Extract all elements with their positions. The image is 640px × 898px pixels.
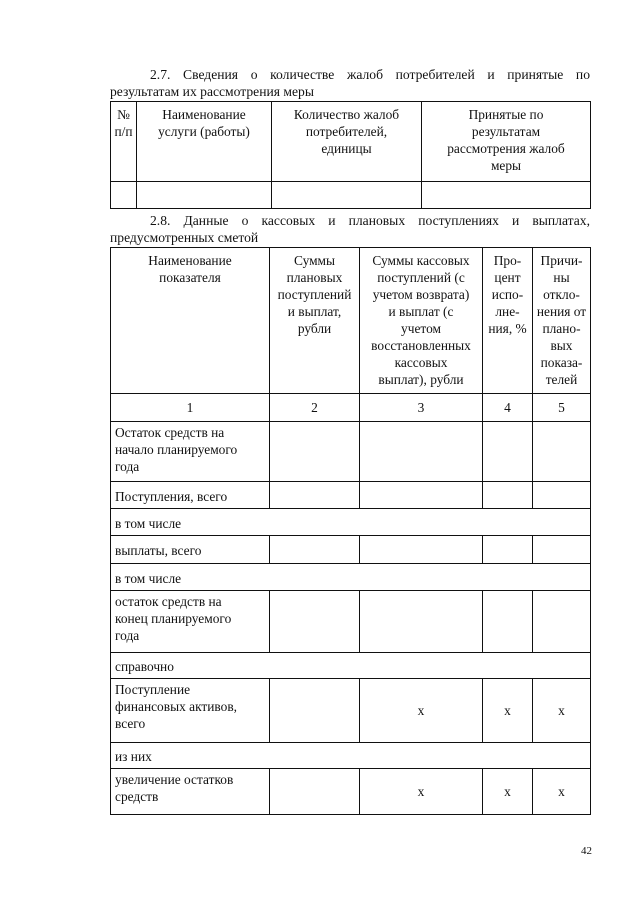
header-line: и выплат (с [388,304,454,319]
row-label-line: Поступление [115,682,191,697]
header-line: меры [490,158,522,173]
table-row [111,482,591,509]
header-line: кассовых [394,355,448,370]
header-line: выплат), рубли [378,372,464,387]
column-number: 5 [533,394,591,422]
table-cell [533,422,591,482]
table-row [111,591,591,653]
header-line: телей [545,372,578,387]
header-line: Суммы [293,253,336,268]
column-number: 4 [483,394,533,422]
table-cell [270,591,360,653]
row-label-line: справочно [115,659,174,674]
header-line: учетом возврата) [372,287,470,302]
header-line: лне- [495,304,520,319]
row-label [111,564,591,591]
table-cell: x [533,769,591,815]
table-cell [270,769,360,815]
col-header-service-name [137,102,272,182]
table-cell [360,591,483,653]
table-cell [360,482,483,509]
header-line: результатам [471,124,541,139]
header-line: рассмотрения жалоб [447,141,565,156]
row-label-line: финансовых активов, [115,699,238,714]
row-label-line: Поступления, всего [115,488,228,504]
header-line: п/п [114,124,133,139]
col-header-execution-percent [483,248,533,394]
header-line: учетом [401,321,441,336]
row-label [111,769,270,815]
table-cell: x [360,679,483,743]
row-label [111,743,591,769]
header-line: плано- [542,321,581,336]
col-header-cash-sums [360,248,483,394]
row-label [111,591,270,653]
header-line: рубли [297,321,332,336]
section-2-7-heading-line1: 2.7. Сведения о количестве жалоб потребителей и принятые по [150,67,590,82]
table-row [111,769,591,815]
row-label-line: конец планируемого [115,611,232,626]
header-line: Принятые по [468,107,544,122]
table-cell [422,182,591,209]
row-label-line: в том числе [115,515,182,531]
row-label-line: средств [115,789,159,804]
header-line: поступлений (с [377,270,465,285]
header-line: плановых [286,270,343,285]
table-cell [137,182,272,209]
section-2-7-heading-line2: результатам их рассмотрения меры [110,84,314,99]
row-label-line: остаток средств на [115,594,222,609]
header-line: и выплат, [287,304,342,319]
col-header-planned-sums [270,248,360,394]
table-cell: x [533,679,591,743]
row-label-line: всего [115,716,146,731]
header-line: восстановленных [371,338,471,353]
row-label [111,536,270,564]
row-label-line: года [115,459,140,474]
table-cell [483,422,533,482]
table-cell [272,182,422,209]
table-row [111,536,591,564]
row-label-line: выплаты, всего [115,543,202,558]
column-number: 2 [270,394,360,422]
cash-flow-header-row [111,248,591,394]
table-row [111,743,591,769]
row-label-line: Остаток средств на [115,425,225,440]
table-cell [483,591,533,653]
row-label-line: начало планируемого [115,442,238,457]
section-2-8-heading-line1: 2.8. Данные о кассовых и плановых поступлениях и выплатах, [150,213,590,228]
table-cell: x [483,679,533,743]
row-label [111,679,270,743]
header-line: потребителей, [305,124,388,139]
table-cell [360,422,483,482]
column-number: 1 [111,394,270,422]
row-label-line: в том числе [115,570,182,586]
header-line: показа- [540,355,583,370]
header-line: цент [494,270,521,285]
row-label-line: из них [115,749,152,764]
row-label [111,509,591,536]
complaints-table-header-row [111,102,591,182]
table-row [111,509,591,536]
header-line: Про- [493,253,522,268]
table-cell [533,591,591,653]
header-line: Суммы кассовых [372,253,470,268]
complaints-table-empty-row [111,182,591,209]
col-header-number [111,102,137,182]
row-label-line: года [115,628,140,643]
row-label [111,482,270,509]
table-cell [533,536,591,564]
table-row [111,679,591,743]
table-cell [111,182,137,209]
page-number: 42 [581,845,592,857]
header-line: Причи- [540,253,583,268]
col-header-complaints-count [272,102,422,182]
table-row [111,564,591,591]
table-cell: x [360,769,483,815]
header-line: показателя [159,270,221,285]
table-cell [360,536,483,564]
header-line: № [117,107,130,122]
header-line: ния, % [488,321,527,336]
header-line: Количество жалоб [293,107,400,122]
header-line: откло- [543,287,580,302]
table-cell [270,679,360,743]
header-line: Наименование [162,107,246,122]
table-cell [483,482,533,509]
table-cell [483,536,533,564]
header-line: испо- [491,287,524,302]
complaints-table [110,101,591,209]
table-cell [270,422,360,482]
table-row [111,653,591,679]
row-label [111,653,591,679]
header-line: поступлений [277,287,352,302]
col-header-measures-taken [422,102,591,182]
column-number-row [111,394,591,422]
table-cell [270,482,360,509]
section-2-8-heading-line2: предусмотренных сметой [110,230,259,245]
table-row [111,422,591,482]
header-line: нения от [536,304,587,319]
table-cell: x [483,769,533,815]
row-label-line: увеличение остатков [115,772,234,787]
column-number: 3 [360,394,483,422]
header-line: вых [550,338,573,353]
cash-flow-table [110,247,591,815]
header-line: услуги (работы) [158,124,250,139]
header-line: ны [553,270,570,285]
table-cell [533,482,591,509]
header-line: Наименование [148,253,232,268]
header-line: единицы [321,141,372,156]
row-label [111,422,270,482]
table-cell [270,536,360,564]
col-header-indicator-name [111,248,270,394]
col-header-deviation-reasons [533,248,591,394]
